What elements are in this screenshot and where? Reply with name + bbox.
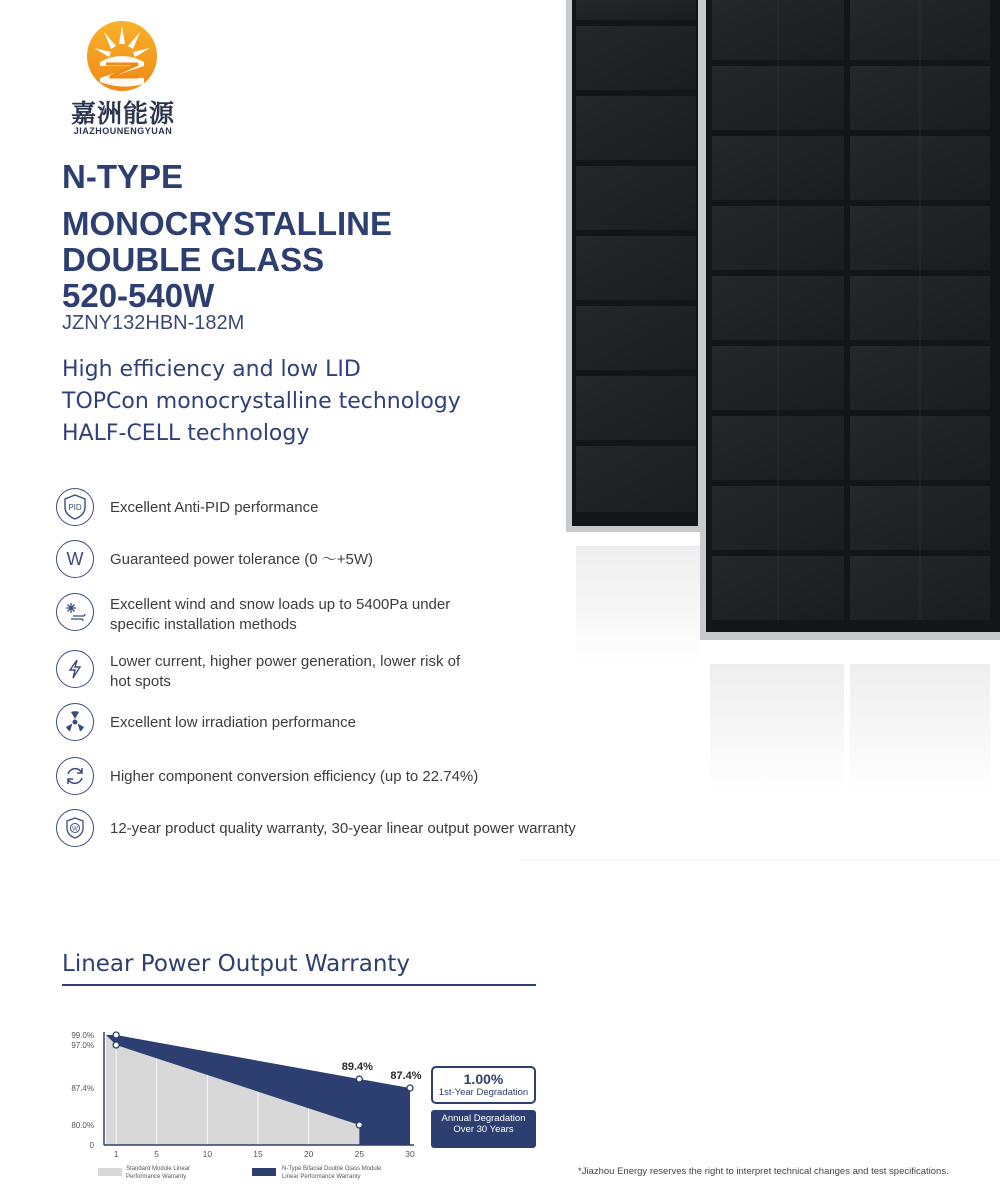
solar-panel-image (520, 0, 1000, 870)
feature-text: Excellent low irradiation performance (110, 714, 356, 731)
data-point (356, 1122, 362, 1128)
refresh-icon (56, 757, 94, 795)
svg-text:W: W (72, 826, 78, 833)
brand-name-en: JIAZHOUNENGYUAN (73, 126, 173, 136)
data-point (407, 1085, 413, 1091)
warranty-shield-icon (56, 809, 94, 847)
annual-label-line: Over 30 Years (453, 1124, 514, 1135)
watt-icon-letter: W (66, 548, 84, 569)
footnote: *Jiazhou Energy reserves the right to interpret technical changes and test specifications. (578, 1166, 949, 1177)
x-tick-label: 10 (202, 1149, 213, 1159)
watt-icon (56, 540, 94, 578)
sun-logo-icon (86, 20, 158, 92)
legend-label: N-Type Bifacial Double Glass Module (282, 1166, 382, 1172)
data-point (356, 1076, 362, 1082)
degradation-value: 1.00% (463, 1071, 504, 1087)
y-tick-label: 99.0% (71, 1031, 94, 1040)
brand-logo (58, 20, 188, 140)
y-tick-label: 87.4% (71, 1084, 94, 1093)
data-label: 87.4% (390, 1070, 422, 1082)
warranty-chart (60, 1020, 540, 1190)
feature-text-line: Excellent wind and snow loads up to 5400Pa under (110, 596, 451, 613)
product-title-line: MONOCRYSTALLINE (62, 205, 392, 242)
feature-text-line: Lower current, higher power generation, lower risk of (110, 653, 461, 670)
data-point (113, 1032, 119, 1038)
headline: High efficiency and low LID (62, 357, 361, 382)
annual-degradation-badge (431, 1110, 536, 1148)
feature-text: Higher component conversion efficiency (up to 22.74%) (110, 768, 479, 785)
product-type: N-TYPE (62, 158, 184, 195)
product-title (62, 206, 392, 314)
headline: HALF-CELL technology (62, 421, 310, 446)
legend-swatch-standard (98, 1168, 122, 1176)
warranty-title: Linear Power Output Warranty (62, 951, 411, 977)
snow-wind-icon (56, 593, 94, 631)
degradation-label: 1st-Year Degradation (438, 1087, 529, 1098)
pid-icon (56, 488, 94, 526)
data-label: 89.4% (341, 1061, 373, 1074)
y-tick-label: 80.0% (71, 1121, 94, 1130)
feature-text: Excellent Anti-PID performance (110, 499, 319, 516)
product-model: JZNY132HBN-182M (62, 312, 245, 334)
feature-text-line: specific installation methods (110, 616, 297, 633)
first-year-degradation-badge (431, 1066, 536, 1104)
annual-label-line: Annual Degradation (441, 1113, 526, 1124)
x-tick-label: 20 (303, 1149, 314, 1159)
x-tick-label: 30 (405, 1149, 415, 1159)
legend-label: Linear Performance Warranty (282, 1174, 361, 1180)
y-tick-label: 0 (89, 1141, 94, 1150)
x-tick-label: 15 (253, 1149, 263, 1159)
legend-label: Standard Module Linear (126, 1166, 191, 1172)
legend-label: Performance Warranty (126, 1174, 187, 1180)
headline: TOPCon monocrystalline technology (62, 389, 461, 414)
feature-text: Guaranteed power tolerance (0 ～+5W) (110, 551, 374, 568)
product-title-line: DOUBLE GLASS (62, 241, 325, 278)
brand-name-cn: 嘉洲能源 (70, 99, 175, 128)
svg-text:PID: PID (68, 503, 82, 512)
x-tick-label: 1 (113, 1149, 119, 1159)
y-tick-label: 97.0% (71, 1041, 94, 1050)
divider (62, 984, 536, 986)
data-point (113, 1042, 119, 1048)
irradiation-icon (56, 703, 94, 741)
x-tick-label: 5 (154, 1149, 160, 1159)
feature-text-line: hot spots (110, 673, 171, 690)
legend-swatch-ntype (252, 1168, 276, 1176)
x-tick-label: 25 (354, 1149, 365, 1159)
feature-text: 12-year product quality warranty, 30-year linear output power warranty (110, 820, 576, 837)
product-power-range: 520-540W (62, 277, 215, 314)
lightning-icon (56, 650, 94, 688)
